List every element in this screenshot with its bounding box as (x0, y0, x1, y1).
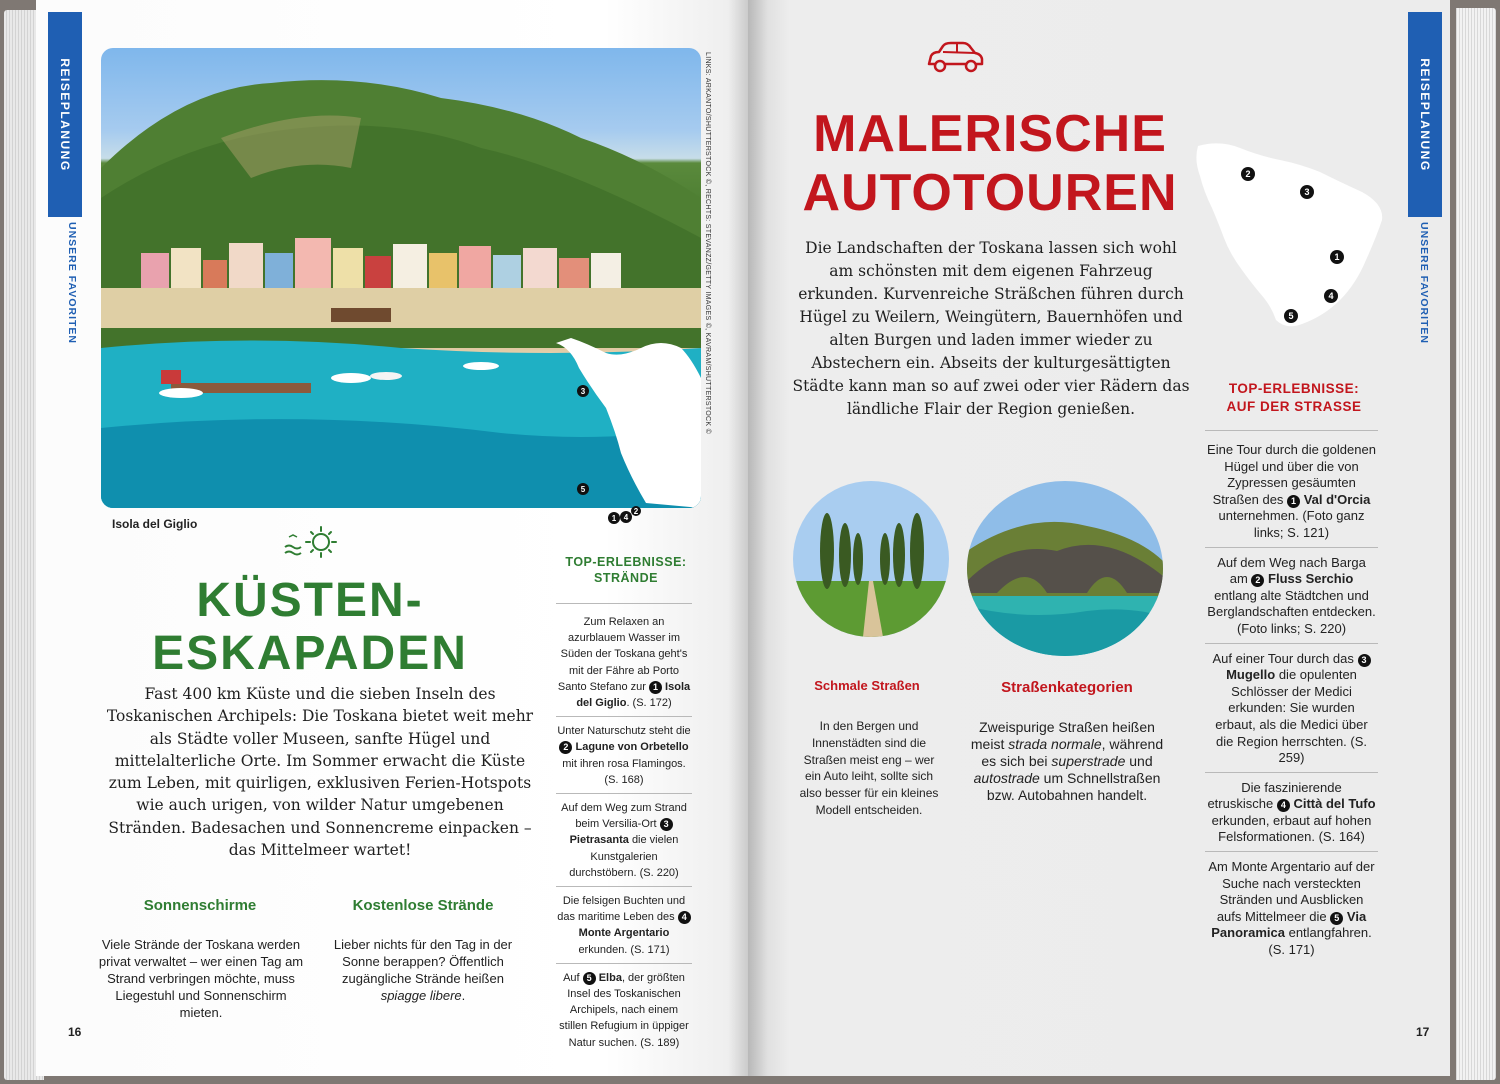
map-markers-coast (606, 506, 646, 528)
side-item: Eine Tour durch die goldenen Hügel und über die von Zypressen gesäumten Straßen des 1 Val d'Orcia unternehmen. (Foto ganz links; S. 121) (1205, 430, 1378, 547)
col-text-schmale: In den Bergen und Innenstädten sind die Straßen meist eng – wer ein Auto leiht, sollte sich also besser für ein kleines Modell entscheiden. (799, 719, 939, 817)
section-tab-left: REISEPLANUNG (48, 12, 82, 217)
map-marker-2: 2 (1245, 169, 1251, 179)
page-number-left: 16 (68, 1025, 82, 1039)
map-marker-5: 5 (1288, 311, 1294, 321)
svg-text:2: 2 (633, 507, 639, 516)
section-subtab-right: UNSERE FAVORITEN (1418, 222, 1430, 344)
col-title-sonnenschirme: Sonnenschirme (143, 897, 257, 914)
page-edges-right (1456, 8, 1496, 1080)
side-item: Auf dem Weg nach Barga am 2 Fluss Serchio entlang alte Städtchen und Berglandschaften entdecken. (Foto links; S. 220) (1205, 547, 1378, 643)
left-title-line-2: ESKAPADEN (152, 627, 468, 680)
side-item: Auf dem Weg zum Strand beim Versilia-Ort 3 Pietrasanta die vielen Kunstgalerien durchstöbern. (S. 220) (556, 793, 692, 886)
section-subtab-left: UNSERE FAVORITEN (66, 222, 78, 344)
side-title-strasse: TOP-ERLEBNISSE: AUF DER STRASSE (1226, 381, 1362, 414)
side-list-straende (556, 603, 692, 1056)
right-title: MALERISCHE AUTOTOUREN (802, 105, 1178, 222)
cypress-road-photo (793, 481, 949, 637)
map-marker-3: 3 (1304, 187, 1310, 197)
section-tab-right: REISEPLANUNG (1408, 12, 1442, 217)
map-marker-5: 5 (580, 485, 586, 494)
page-number-right: 17 (1416, 1025, 1430, 1039)
svg-text:1: 1 (611, 514, 617, 523)
beach-sun-icon (283, 525, 341, 559)
tuscany-map (1190, 138, 1390, 338)
photo-credit: LINKS: ARKANTO/SHUTTERSTOCK ©, RECHTS: STEVANZZ/GETTY IMAGES ©, KAVRAM/SHUTTERSTOCK © (704, 52, 711, 435)
left-intro-text: Fast 400 km Küste und die sieben Inseln des Toskanischen Archipels: Die Toskana bietet weit mehr als Städte voller Museen, sanfte Hügel und mittelalterliche Orte. Im Sommer erwacht die Küste zum Leben, mit quirligen, exklusiven Ferien-Hotspots wie auch urigen, von wilder Natur umgebenen Stränden. Badesachen und Sonnencreme einpacken – das Mittelmeer wartet! (106, 685, 534, 860)
side-item: Am Monte Argentario auf der Suche nach versteckten Stränden und Ausblicken aufs Mittelmeer die 5 Via Panoramica entlangfahren. (S. 171) (1205, 851, 1378, 964)
side-item: Die felsigen Buchten und das maritime Leben des 4 Monte Argentario erkunden. (S. 171) (556, 886, 692, 963)
side-item: Zum Relaxen an azurblauem Wasser im Süden der Toskana geht's mit der Fähre ab Porto Santo Stefano zur 1 Isola del Giglio. (S. 172) (556, 603, 692, 716)
car-icon (923, 40, 985, 76)
side-item: Unter Naturschutz steht die 2 Lagune von Orbetello mit ihren rosa Flamingos. (S. 168) (556, 716, 692, 793)
photo-caption: Isola del Giglio (112, 517, 198, 531)
col-title-kostenlose: Kostenlose Strände (352, 897, 494, 914)
col-text-sonnenschirme: Viele Strände der Toskana werden privat verwaltet – wer einen Tag am Strand verbringen möchte, muss Liegestuhl und Sonnenschirm mieten. (98, 937, 304, 1020)
col-title-strassenkategorien: Straßenkategorien (1001, 679, 1133, 696)
col-text-kostenlose: Lieber nichts für den Tag in der Sonne berappen? Öffentlich zugängliche Strände heißen spiagge libere. (333, 937, 513, 1003)
col-title-schmale: Schmale Straßen (814, 678, 920, 693)
book-gutter (728, 0, 768, 1076)
col-text-strassenkategorien: Zweispurige Straßen heißen meist strada normale, während es sich bei superstrade und autostrade um Schnellstraßen bzw. Autobahnen handelt. (970, 719, 1164, 803)
svg-text:4: 4 (623, 513, 629, 522)
right-intro-text: Die Landschaften der Toskana lassen sich wohl am schönsten mit dem eigenen Fahrzeug erkunden. Kurvenreiche Sträßchen führen durch Hügel zu Weilern, Weingütern, Bauernhöfen und alten Burgen und laden immer wieder zu Abstechern ein. Abseits der kulturgesättigten Städte kann man so auf zwei oder vier Rädern das ländliche Flair der Region genießen. (792, 239, 1190, 418)
map-marker-4: 4 (1328, 291, 1334, 301)
side-item: Auf einer Tour durch das 3 Mugello die opulenten Schlösser der Medici erkunden: Sie wurden erbaut, als die Medici über die Region herrschten. (S. 259) (1205, 643, 1378, 772)
side-list-strasse (1205, 430, 1378, 964)
left-title-line-1: KÜSTEN- (196, 574, 424, 627)
side-item: Die faszinierende etruskische 4 Città del Tufo erkunden, erbaut auf hohen Felsformationen. (S. 164) (1205, 772, 1378, 851)
map-marker-1: 1 (1334, 252, 1340, 262)
side-title-straende: TOP-ERLEBNISSE: STRÄNDE (565, 555, 687, 585)
isola-del-giglio-photo (101, 48, 701, 508)
side-item: Auf 5 Elba, der größten Insel des Toskanischen Archipels, nach einem stillen Refugium in üppiger Natur suchen. (S. 189) (556, 963, 692, 1056)
river-bridge-photo (967, 481, 1163, 656)
map-marker-3: 3 (580, 387, 586, 396)
